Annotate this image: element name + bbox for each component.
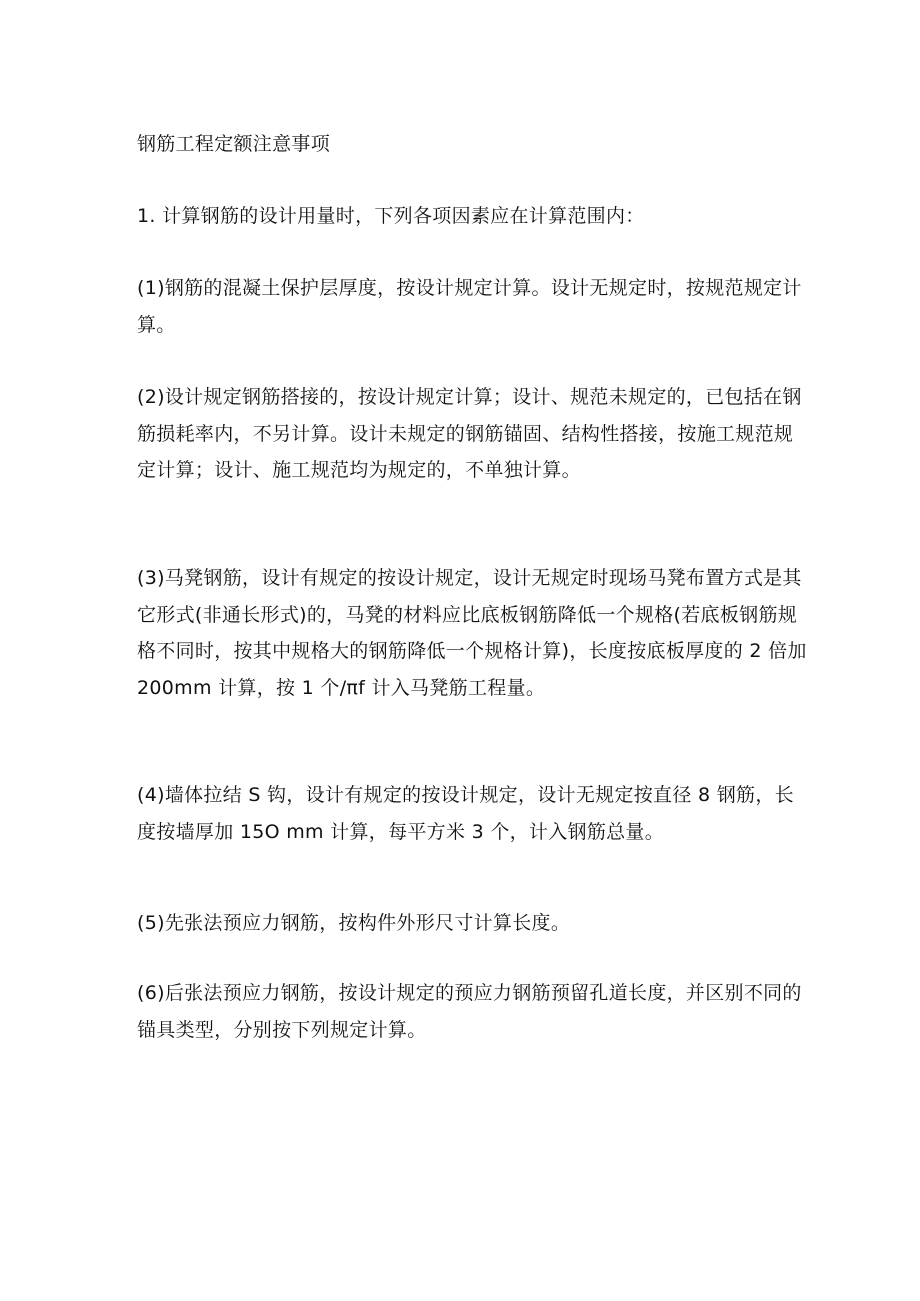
paragraph-4: (3)马凳钢筋，设计有规定的按设计规定，设计无规定时现场马凳布置方式是其它形式(非通长形式)的，马凳的材料应比底板钢筋降低一个规格(若底板钢筋规格不同时，按其中规格大的钢筋降低一个规格计算)，长度按底板厚度的 2 倍加 200mm 计算，按 1 个/πf 计入马凳筋工程量。	[137, 567, 814, 699]
paragraph-3: (2)设计规定钢筋搭接的，按设计规定计算；设计、规范未规定的，已包括在钢筋损耗率内，不另计算。设计未规定的钢筋锚固、结构性搭接，按施工规范规定计算；设计、施工规范均为规定的，不单独计算。	[137, 386, 802, 481]
document-title: 钢筋工程定额注意事项	[137, 133, 331, 155]
paragraph-1: 1. 计算钢筋的设计用量时，下列各项因素应在计算范围内：	[137, 205, 645, 227]
paragraph-7: (6)后张法预应力钢筋，按设计规定的预应力钢筋预留孔道长度，并区别不同的锚具类型，分别按下列规定计算。	[137, 982, 802, 1041]
paragraph-2: (1)钢筋的混凝土保护层厚度，按设计规定计算。设计无规定时，按规范规定计算。	[137, 277, 802, 336]
paragraph-6: (5)先张法预应力钢筋，按构件外形尺寸计算长度。	[137, 912, 571, 934]
paragraph-5: (4)墙体拉结 S 钩，设计有规定的按设计规定，设计无规定按直径 8 钢筋，长度按墙厚加 15O mm 计算，每平方米 3 个，计入钢筋总量。	[137, 784, 794, 843]
